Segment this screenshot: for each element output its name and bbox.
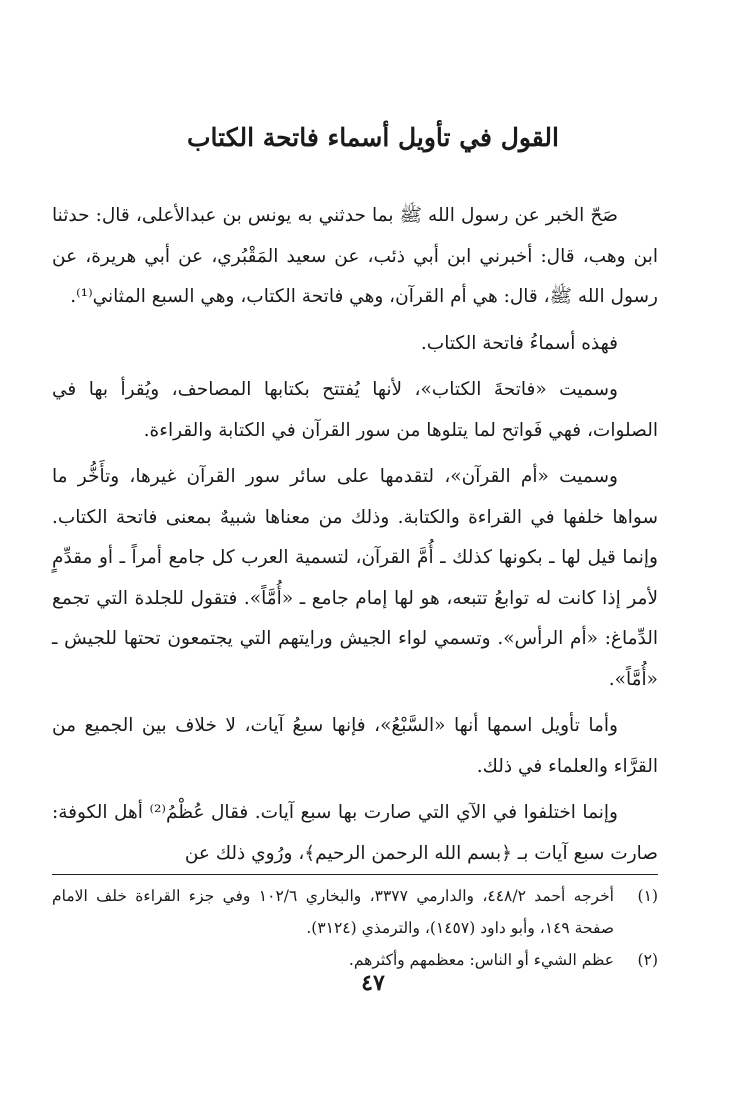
footnote-number: (١) — [637, 887, 658, 905]
footnote-number: (٢) — [637, 951, 658, 969]
paragraph-4: وسميت «أم القرآن»، لتقدمها على سائر سور القرآن غيرها، وتأَخُّر ما سواها خلفها في القراءة والكتابة. وذلك من معناها شبيهٌ بمعنى فاتحة الكتاب. وإنما قيل لها ـ بكونها كذلك ـ أُمَّ القرآن، لتسمية العرب كل جامع أمراً ـ أو مقدِّمٍ لأمر إذا كانت له توابعُ تتبعه، هو لها إمام جامع ـ «أُمَّاً». فتقول للجلدة التي تجمع الدِّماغ: «أم الرأس». وتسمي لواء الجيش ورايتهم التي يجتمعون تحتها للجيش ـ «أُمَّاً». — [52, 466, 658, 690]
body-text — [52, 196, 658, 880]
paragraph-1: صَحّ الخبر عن رسول الله ﷺ بما حدثني به يونس بن عبدالأعلى، قال: حدثنا ابن وهب، قال: أخبرني ابن أبي ذئب، عن سعيد المَقْبُري، عن أبي هريرة، عن رسول الله ﷺ، قال: هي أم القرآن، وهي فاتحة الكتاب، وهي السبع المثاني⁽¹⁾. — [52, 205, 658, 307]
paragraph-6: وإنما اختلفوا في الآي التي صارت بها سبع آيات. فقال عُظْمُ⁽²⁾ أهل الكوفة: صارت سبع آيات بـ ﴿بسم الله الرحمن الرحيم﴾، ورُوي ذلك عن — [52, 802, 658, 864]
footnotes — [52, 880, 658, 976]
paragraph-2: فهذه أسماءُ فاتحة الكتاب. — [420, 332, 618, 354]
page-number: ٤٧ — [361, 970, 385, 996]
footnote-divider — [52, 874, 658, 875]
paragraph-3: وسميت «فاتحةَ الكتاب»، لأنها يُفتتح بكتابها المصاحف، ويُقرأ بها في الصلوات، فهي فَواتح لما يتلوها من سور القرآن في الكتابة والقراءة. — [52, 379, 658, 441]
page-title: القول في تأويل أسماء فاتحة الكتاب — [187, 123, 559, 152]
footnote-1 — [52, 880, 658, 944]
footnote-text: أخرجه أحمد ٤٤٨/٢، والدارمي ٣٣٧٧، والبخاري ١٠٢/٦ وفي جزء القراءة خلف الامام صفحة ١٤٩، وأبو داود (١٤٥٧)، والترمذي (٣١٢٤). — [52, 887, 614, 937]
paragraph-5: وأما تأويل اسمها أنها «السَّبْعُ»، فإنها سبعُ آيات، لا خلاف بين الجميع من القرَّاء والعلماء في ذلك. — [52, 715, 658, 777]
footnote-text: عظم الشيء أو الناس: معظمهم وأكثرهم. — [348, 951, 614, 969]
